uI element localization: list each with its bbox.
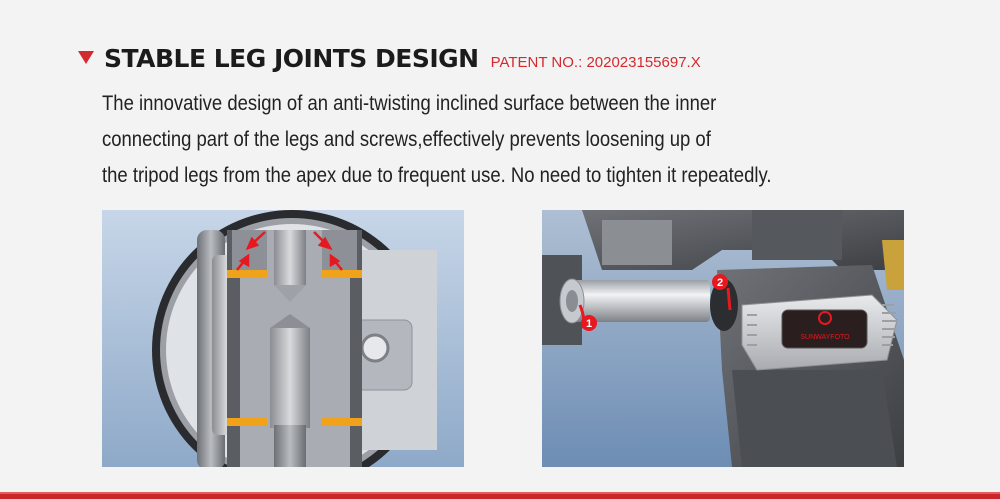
description-line: The innovative design of an anti-twisting inclined surface between the inner [102,92,717,115]
marker-1: 1 [585,318,593,330]
cross-section-image [102,210,464,467]
description-line: the tripod legs from the apex due to frequent use. No need to tighten it repeatedly. [102,164,772,187]
joint-render-image [542,210,904,467]
logo-text: SUNWAYFOTO [800,334,850,341]
triangle-down-icon [78,51,94,64]
section-title: STABLE LEG JOINTS DESIGN [104,44,479,73]
footer-divider [0,492,1000,499]
section-header [78,44,701,73]
description [102,86,824,194]
marker-2: 2 [716,277,724,289]
patent-number: PATENT NO.: 202023155697.X [490,54,701,71]
footer-divider-highlight [0,492,1000,494]
description-line: connecting part of the legs and screws,effectively prevents loosening up of [102,128,711,151]
